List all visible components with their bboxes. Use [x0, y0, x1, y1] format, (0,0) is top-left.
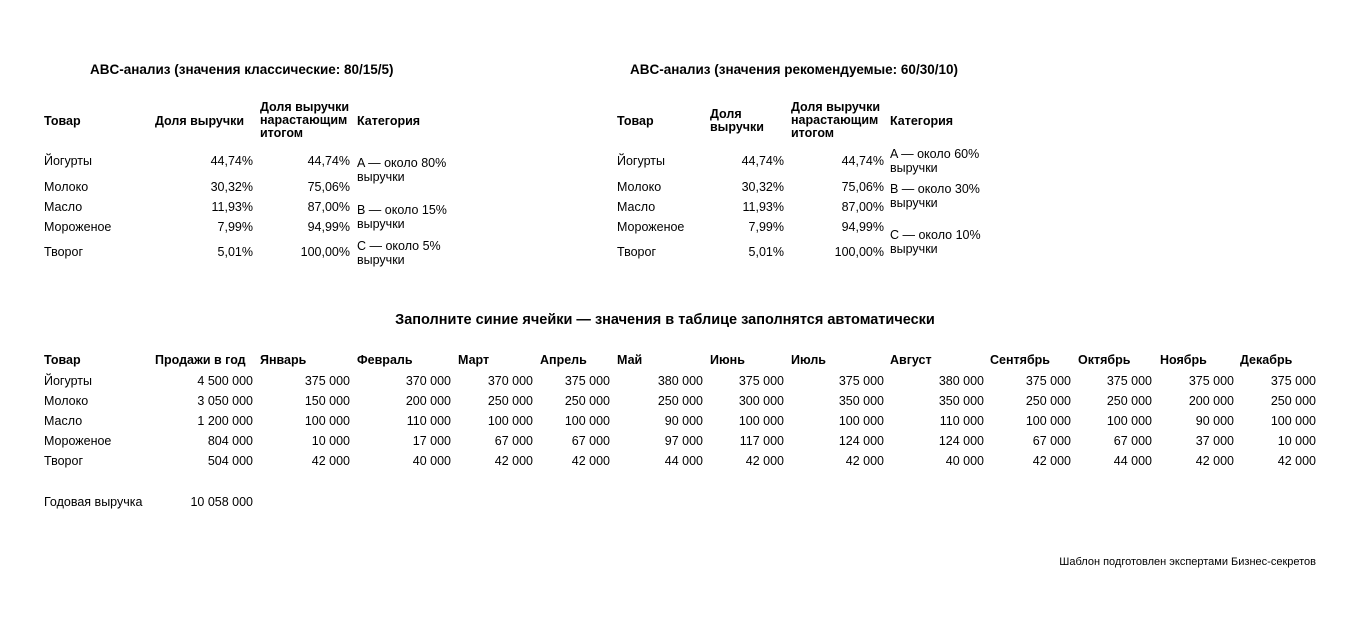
abc-recommended-category-b: B — около 30% выручки: [890, 182, 980, 210]
abc-classic-row-share: 44,74%: [210, 154, 253, 168]
sales-value-cell: 42 000: [571, 454, 610, 468]
sales-value-cell: 100 000: [304, 414, 350, 428]
sales-value-cell: 100 000: [1270, 414, 1316, 428]
sales-value-cell: 4 500 000: [197, 374, 253, 388]
sales-value-cell: 370 000: [487, 374, 533, 388]
sales-value-cell: 250 000: [487, 394, 533, 408]
abc-recommended-row-cumulative: 44,74%: [841, 154, 884, 168]
sales-value-cell: 1 200 000: [197, 414, 253, 428]
sales-value-cell: 90 000: [664, 414, 703, 428]
sales-value-cell: 10 000: [311, 434, 350, 448]
abc-recommended-header-share: Доля выручки: [710, 107, 764, 134]
abc-classic-header-share: Доля выручки: [155, 114, 245, 128]
sales-header-cell: Июль: [791, 353, 826, 367]
sales-value-cell: 100 000: [1106, 414, 1152, 428]
annual-revenue-value: 10 058 000: [190, 495, 253, 509]
abc-classic-row-cumulative: 100,00%: [300, 245, 350, 259]
sales-value-cell: 804 000: [207, 434, 253, 448]
abc-recommended-header-category: Категория: [890, 114, 954, 128]
sales-row-product: Молоко: [44, 394, 89, 408]
sales-header-cell: Январь: [260, 353, 307, 367]
sales-value-cell: 42 000: [1032, 454, 1071, 468]
sales-value-cell: 110 000: [939, 414, 984, 428]
sales-value-cell: 42 000: [494, 454, 533, 468]
sales-value-cell: 44 000: [664, 454, 703, 468]
abc-classic-row-cumulative: 44,74%: [307, 154, 350, 168]
sales-value-cell: 117 000: [739, 434, 784, 448]
abc-recommended-row-product: Творог: [617, 245, 657, 259]
abc-classic-row-cumulative: 94,99%: [307, 220, 350, 234]
abc-classic-row-share: 30,32%: [210, 180, 253, 194]
abc-classic-category-a: A — около 80% выручки: [357, 156, 447, 184]
sales-value-cell: 370 000: [405, 374, 451, 388]
sales-value-cell: 380 000: [938, 374, 984, 388]
sales-value-cell: 124 000: [938, 434, 984, 448]
sales-value-cell: 90 000: [1195, 414, 1234, 428]
sales-value-cell: 42 000: [1195, 454, 1234, 468]
abc-recommended-row-share: 7,99%: [748, 220, 784, 234]
sales-header-cell: Май: [617, 353, 643, 367]
sales-value-cell: 100 000: [838, 414, 884, 428]
sales-value-cell: 504 000: [207, 454, 253, 468]
sales-value-cell: 100 000: [738, 414, 784, 428]
abc-recommended-row-share: 5,01%: [748, 245, 784, 259]
abc-recommended-header-cumulative: Доля выручки нарастающим итогом: [791, 100, 881, 140]
sales-value-cell: 375 000: [1106, 374, 1152, 388]
abc-classic-header-cumulative: Доля выручки нарастающим итогом: [260, 100, 350, 140]
sales-value-cell: 375 000: [738, 374, 784, 388]
sales-value-cell: 17 000: [412, 434, 451, 448]
abc-recommended-row-product: Масло: [617, 200, 656, 214]
abc-classic-row-product: Мороженое: [44, 220, 112, 234]
abc-recommended-row-product: Мороженое: [617, 220, 685, 234]
sales-value-cell: 42 000: [311, 454, 350, 468]
sales-header-cell: Ноябрь: [1160, 353, 1207, 367]
abc-classic-row-share: 5,01%: [217, 245, 253, 259]
abc-recommended-category-c: C — около 10% выручки: [890, 228, 981, 256]
sales-header-cell: Апрель: [540, 353, 587, 367]
sales-value-cell: 350 000: [938, 394, 984, 408]
sales-row-product: Масло: [44, 414, 83, 428]
sales-value-cell: 40 000: [945, 454, 984, 468]
abc-classic-row-share: 11,93%: [211, 200, 253, 214]
abc-classic-header-product: Товар: [44, 114, 81, 128]
abc-classic-row-product: Молоко: [44, 180, 89, 194]
abc-recommended-row-cumulative: 87,00%: [841, 200, 884, 214]
sales-value-cell: 10 000: [1277, 434, 1316, 448]
sales-title: Заполните синие ячейки — значения в таблице заполнятся автоматически: [395, 312, 935, 328]
sales-value-cell: 3 050 000: [197, 394, 253, 408]
abc-recommended-row-cumulative: 94,99%: [841, 220, 884, 234]
abc-classic-category-c: C — около 5% выручки: [357, 239, 441, 267]
sales-value-cell: 200 000: [405, 394, 451, 408]
sales-header-cell: Продажи в год: [155, 353, 246, 367]
sales-value-cell: 150 000: [304, 394, 350, 408]
sales-value-cell: 250 000: [1025, 394, 1071, 408]
sales-value-cell: 375 000: [564, 374, 610, 388]
abc-recommended-row-cumulative: 75,06%: [841, 180, 884, 194]
abc-recommended-header-product: Товар: [617, 114, 654, 128]
sales-header-cell: Сентябрь: [990, 353, 1050, 367]
sales-value-cell: 350 000: [838, 394, 884, 408]
abc-recommended-row-share: 11,93%: [742, 200, 784, 214]
sales-row-product: Творог: [44, 454, 84, 468]
sales-value-cell: 375 000: [304, 374, 350, 388]
abc-classic-row-product: Йогурты: [44, 154, 92, 168]
sales-value-cell: 42 000: [1277, 454, 1316, 468]
sales-value-cell: 100 000: [1025, 414, 1071, 428]
sales-value-cell: 375 000: [1188, 374, 1234, 388]
sales-value-cell: 250 000: [1106, 394, 1152, 408]
abc-classic-row-share: 7,99%: [217, 220, 253, 234]
abc-classic-row-product: Масло: [44, 200, 83, 214]
sales-row-product: Мороженое: [44, 434, 112, 448]
sales-value-cell: 375 000: [1025, 374, 1071, 388]
sales-value-cell: 300 000: [738, 394, 784, 408]
sales-header-cell: Февраль: [357, 353, 413, 367]
sales-value-cell: 250 000: [1270, 394, 1316, 408]
footer-credit: Шаблон подготовлен экспертами Бизнес-секретов: [1059, 556, 1316, 568]
sales-value-cell: 250 000: [657, 394, 703, 408]
sales-value-cell: 97 000: [664, 434, 703, 448]
abc-recommended-row-share: 30,32%: [741, 180, 784, 194]
sales-value-cell: 67 000: [494, 434, 533, 448]
abc-recommended-title: ABC-анализ (значения рекомендуемые: 60/30/10): [630, 62, 958, 77]
abc-classic-row-product: Творог: [44, 245, 84, 259]
sales-value-cell: 110 000: [406, 414, 451, 428]
sales-value-cell: 100 000: [487, 414, 533, 428]
abc-recommended-row-share: 44,74%: [741, 154, 784, 168]
sales-header-cell: Товар: [44, 353, 81, 367]
sales-value-cell: 67 000: [1032, 434, 1071, 448]
sales-value-cell: 200 000: [1188, 394, 1234, 408]
abc-classic-category-b: B — около 15% выручки: [357, 203, 447, 231]
sales-value-cell: 40 000: [412, 454, 451, 468]
sales-value-cell: 67 000: [1113, 434, 1152, 448]
sales-value-cell: 37 000: [1195, 434, 1234, 448]
sales-value-cell: 67 000: [571, 434, 610, 448]
sales-row-product: Йогурты: [44, 374, 92, 388]
sales-value-cell: 375 000: [1270, 374, 1316, 388]
abc-classic-title: ABC-анализ (значения классические: 80/15/5): [90, 62, 394, 77]
sales-value-cell: 42 000: [745, 454, 784, 468]
abc-recommended-category-a: A — около 60% выручки: [890, 147, 980, 175]
abc-classic-header-category: Категория: [357, 114, 421, 128]
abc-recommended-row-product: Молоко: [617, 180, 662, 194]
sales-value-cell: 380 000: [657, 374, 703, 388]
sales-header-cell: Август: [890, 353, 932, 367]
sales-value-cell: 124 000: [838, 434, 884, 448]
sales-header-cell: Март: [458, 353, 490, 367]
abc-classic-row-cumulative: 87,00%: [307, 200, 350, 214]
annual-revenue-label: Годовая выручка: [44, 495, 143, 509]
sales-value-cell: 375 000: [838, 374, 884, 388]
sales-value-cell: 100 000: [564, 414, 610, 428]
sales-value-cell: 250 000: [564, 394, 610, 408]
sales-header-cell: Октябрь: [1078, 353, 1131, 367]
abc-classic-row-cumulative: 75,06%: [307, 180, 350, 194]
abc-recommended-row-product: Йогурты: [617, 154, 665, 168]
sales-header-cell: Декабрь: [1240, 353, 1293, 367]
sales-value-cell: 42 000: [845, 454, 884, 468]
abc-recommended-row-cumulative: 100,00%: [834, 245, 884, 259]
sales-header-cell: Июнь: [710, 353, 745, 367]
sales-value-cell: 44 000: [1113, 454, 1152, 468]
